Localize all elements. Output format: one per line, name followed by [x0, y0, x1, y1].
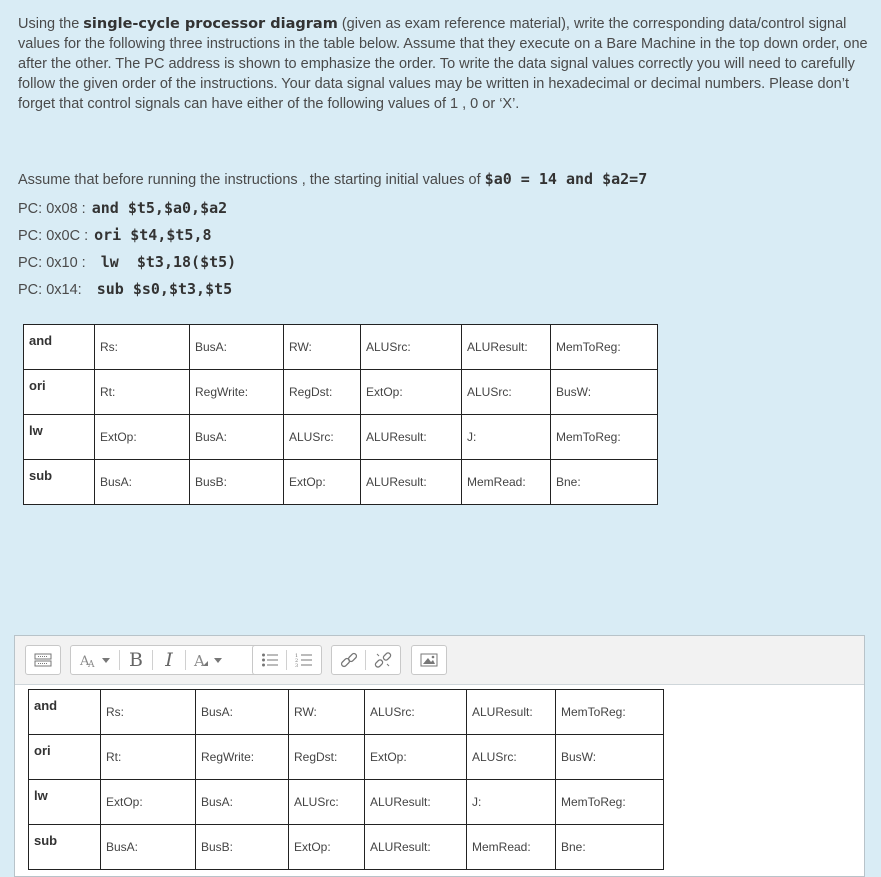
assumption-values: $a0 = 14 and $a2=7 — [484, 170, 648, 188]
signal-cell[interactable]: ALUSrc: — [365, 690, 467, 735]
table-row[interactable] — [29, 780, 664, 825]
opcode-cell[interactable]: and — [29, 690, 101, 735]
signal-cell[interactable]: BusA: — [101, 825, 196, 870]
signal-cell: RW: — [284, 325, 361, 370]
signal-cell: MemToReg: — [551, 415, 658, 460]
signal-cell[interactable]: Bne: — [556, 825, 664, 870]
opcode-cell[interactable]: ori — [29, 735, 101, 780]
signal-cell[interactable]: BusB: — [196, 825, 289, 870]
signal-cell: ALUSrc: — [361, 325, 462, 370]
italic-button[interactable] — [153, 647, 185, 673]
instruction: and $t5,$a0,$a2 — [91, 199, 228, 217]
font-color-button[interactable] — [71, 647, 119, 673]
bold-button[interactable] — [120, 647, 152, 673]
signal-cell[interactable]: RW: — [289, 690, 365, 735]
link-group — [331, 645, 401, 675]
numbered-list-icon — [295, 652, 313, 668]
question-text — [18, 14, 868, 114]
signal-cell[interactable]: J: — [467, 780, 556, 825]
pc-label: PC: 0x14: — [18, 282, 82, 298]
signal-cell[interactable]: ALUSrc: — [289, 780, 365, 825]
program-line — [18, 199, 227, 217]
table-row — [24, 415, 658, 460]
editor-signal-table[interactable] — [28, 689, 664, 870]
signal-cell[interactable]: RegWrite: — [196, 735, 289, 780]
table-row[interactable] — [29, 690, 664, 735]
text-style-icon — [192, 651, 226, 669]
svg-text:A: A — [80, 654, 90, 669]
signal-cell: BusA: — [190, 325, 284, 370]
signal-cell[interactable]: ExtOp: — [101, 780, 196, 825]
opcode-cell: and — [24, 325, 95, 370]
font-color-icon — [78, 651, 112, 669]
program-line — [18, 280, 232, 298]
signal-cell: ALUSrc: — [284, 415, 361, 460]
instruction: ori $t4,$t5,8 — [94, 226, 212, 244]
table-row — [24, 325, 658, 370]
signal-cell[interactable]: Rt: — [101, 735, 196, 780]
opcode-cell: lw — [24, 415, 95, 460]
signal-cell: RegDst: — [284, 370, 361, 415]
signal-cell[interactable]: MemToReg: — [556, 690, 664, 735]
program-line — [18, 226, 212, 244]
assumption-text: Assume that before running the instructions , the starting initial values of — [18, 172, 485, 188]
unlink-icon — [374, 652, 392, 668]
signal-cell: BusA: — [190, 415, 284, 460]
svg-text:2: 2 — [294, 658, 298, 664]
svg-text:A: A — [88, 660, 95, 669]
bold-icon: B — [129, 649, 143, 671]
signal-cell: ExtOp: — [361, 370, 462, 415]
signal-cell: ALUResult: — [462, 325, 551, 370]
table-row — [24, 370, 658, 415]
editor-toolbar — [15, 636, 864, 685]
program-line — [18, 253, 236, 271]
signal-cell: Rs: — [95, 325, 190, 370]
more-button[interactable] — [25, 645, 61, 675]
signal-cell: ExtOp: — [95, 415, 190, 460]
signal-cell[interactable]: ExtOp: — [289, 825, 365, 870]
numbered-list-button[interactable] — [287, 647, 320, 673]
signal-cell[interactable]: MemToReg: — [556, 780, 664, 825]
opcode-cell: ori — [24, 370, 95, 415]
signal-cell[interactable]: RegDst: — [289, 735, 365, 780]
pc-label: PC: 0x08 : — [18, 201, 86, 217]
format-group — [70, 645, 260, 675]
signal-cell[interactable]: ALUResult: — [365, 825, 467, 870]
signal-cell: Rt: — [95, 370, 190, 415]
pc-label: PC: 0x0C : — [18, 228, 89, 244]
link-button[interactable] — [332, 647, 365, 673]
table-row — [24, 460, 658, 505]
signal-cell: MemToReg: — [551, 325, 658, 370]
link-icon — [340, 652, 358, 668]
signal-cell[interactable]: MemRead: — [467, 825, 556, 870]
table-row[interactable] — [29, 735, 664, 780]
question-bold: single-cycle processor diagram — [83, 16, 338, 32]
signal-cell: BusA: — [95, 460, 190, 505]
signal-cell: MemRead: — [462, 460, 551, 505]
opcode-cell[interactable]: lw — [29, 780, 101, 825]
signal-cell: BusB: — [190, 460, 284, 505]
text-style-button[interactable] — [186, 647, 232, 673]
pc-label: PC: 0x10 : — [18, 255, 86, 271]
signal-cell[interactable]: Rs: — [101, 690, 196, 735]
image-icon — [412, 647, 446, 673]
svg-text:3: 3 — [294, 663, 298, 668]
signal-cell[interactable]: BusW: — [556, 735, 664, 780]
svg-text:1: 1 — [294, 653, 298, 659]
signal-cell: ALUResult: — [361, 415, 462, 460]
signal-table — [23, 324, 658, 505]
opcode-cell: sub — [24, 460, 95, 505]
bullet-list-button[interactable] — [253, 647, 286, 673]
signal-cell[interactable]: ALUSrc: — [467, 735, 556, 780]
signal-cell[interactable]: ALUResult: — [467, 690, 556, 735]
signal-cell[interactable]: ALUResult: — [365, 780, 467, 825]
signal-cell: ALUSrc: — [462, 370, 551, 415]
signal-cell: J: — [462, 415, 551, 460]
table-row[interactable] — [29, 825, 664, 870]
signal-cell: BusW: — [551, 370, 658, 415]
signal-cell[interactable]: BusA: — [196, 690, 289, 735]
instruction: sub $s0,$t3,$t5 — [87, 280, 233, 298]
list-group — [252, 645, 322, 675]
bullet-list-icon — [261, 652, 279, 668]
question-body: (given as exam reference material), write the corresponding data/control signal values for the following three instructions in the table below. Assume that they execute on a Bare Machine in the top down order, one after the other. The PC address is shown to emphasize the order. To write the data signal values correctly you will need to carefully follow the given order of the instructions. Your data signal values may be written in hexadecimal or decimal numbers. Please don’t forget that control signals can have either of the following values of 1 , 0 or ‘X’. — [18, 16, 868, 112]
assumption-line — [18, 170, 647, 188]
italic-icon: I — [165, 649, 173, 671]
svg-text:A: A — [194, 652, 205, 669]
opcode-cell[interactable]: sub — [29, 825, 101, 870]
answer-editor[interactable] — [14, 635, 865, 877]
unlink-button[interactable] — [366, 647, 399, 673]
more-icon — [26, 647, 60, 673]
signal-cell: ExtOp: — [284, 460, 361, 505]
signal-cell: Bne: — [551, 460, 658, 505]
instruction: lw $t3,18($t5) — [91, 253, 237, 271]
signal-cell: ALUResult: — [361, 460, 462, 505]
image-button[interactable] — [411, 645, 447, 675]
question-intro: Using the — [18, 16, 84, 32]
signal-cell: RegWrite: — [190, 370, 284, 415]
signal-cell[interactable]: BusA: — [196, 780, 289, 825]
signal-cell[interactable]: ExtOp: — [365, 735, 467, 780]
